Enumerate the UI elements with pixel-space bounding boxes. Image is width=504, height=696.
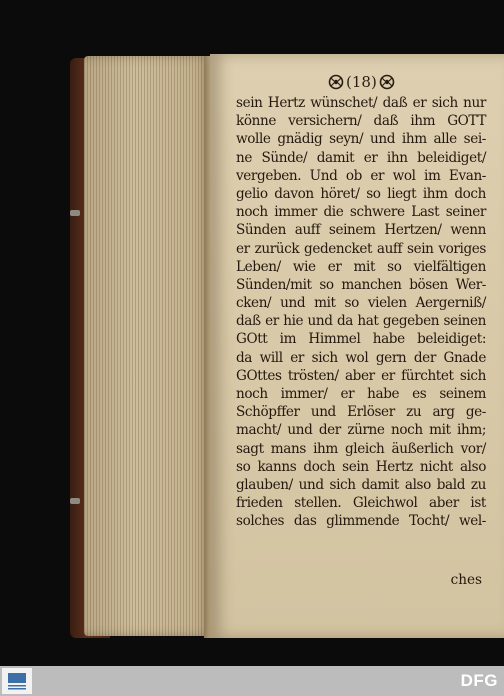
text-line: glauben/ und sich damit also bald zu [236,476,486,493]
text-line: ne Sünde/ damit er ihn beleidiget/ [236,149,486,166]
text-line: solches das glimmende Tocht/ wel- [236,513,486,530]
ornament-left-icon [328,74,344,90]
page-number: (18) [346,73,377,91]
text-line: noch immer/ er habe es seinem [236,386,486,402]
text-line: könne versichern/ daß ihm GOTT [236,113,486,130]
text-line: macht/ und der zürne noch mit ihm; [236,422,486,439]
page-text [236,94,486,531]
text-line: GOttes trösten/ aber er fürchtet sich [236,367,486,384]
page-header [328,70,395,94]
text-line: vergeben. Und ob er wol im Evan- [236,167,486,184]
text-line: Leben/ wie er mit so vielfältigen [236,258,486,275]
text-line: Schöpffer und Erlöser zu arg ge- [236,404,486,421]
ornament-right-icon [379,74,395,90]
text-line: Sünden/mit so manchen bösen Wer- [236,276,486,293]
text-line: sein Hertz wünschet/ daß er sich nur [236,95,486,111]
book-page [210,54,504,638]
text-line: er zurück gedencket auff sein voriges [236,240,486,257]
text-line: Sünden auff seinem Hertzen/ wenn [236,222,486,239]
text-line: gelio davon höret/ so liegt ihm doch [236,185,486,202]
footer-bar [0,666,504,696]
text-line: GOtt im Himmel habe beleidiget: [236,331,486,348]
text-line: frieden stellen. Gleichwol aber ist [236,495,486,512]
library-emblem-icon [6,671,28,691]
dfg-logo: DFG [460,671,498,690]
text-line: so kanns doch sein Hertz nicht also [236,458,486,475]
text-line: sagt mans ihm gleich äußerlich vor/ [236,440,486,457]
text-line: daß er hie und da hat gegeben seinen [236,313,486,330]
text-line: noch immer die schwere Last seiner [236,204,486,221]
book [70,52,504,644]
page-edges [84,56,210,636]
text-line: cken/ und mit so vielen Aergerniß/ [236,295,486,312]
clasp-icon [70,498,80,504]
text-line: da will er sich wol gern der Gnade [236,349,486,366]
text-line: wolle gnädig seyn/ und ihm alle sei- [236,131,486,148]
catchword: ches [450,572,482,588]
library-logo-icon [2,668,32,694]
clasp-icon [70,210,80,216]
